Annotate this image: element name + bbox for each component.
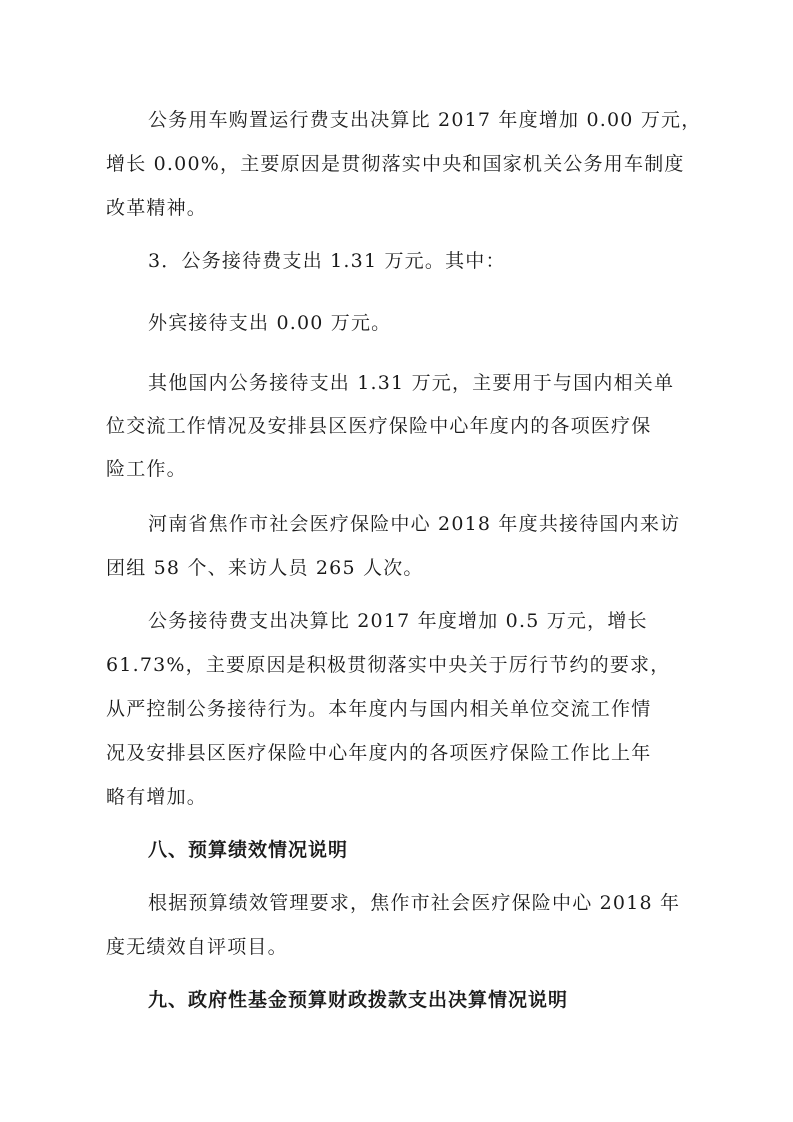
reception-compare-line-3: 从严控制公务接待行为。本年度内与国内相关单位交流工作情 [106,698,652,720]
reception-compare-line-5: 略有增加。 [106,786,208,808]
foreign-reception-line: 外宾接待支出 0.00 万元。 [148,312,392,334]
domestic-reception-line-3: 险工作。 [106,458,187,480]
reception-compare-line-1: 公务接待费支出决算比 2017 年度增加 0.5 万元，增长 [148,610,648,632]
domestic-reception-line-1: 其他国内公务接待支出 1.31 万元，主要用于与国内相关单 [148,372,675,394]
reception-compare-line-2: 61.73%，主要原因是积极贯彻落实中央关于厉行节约的要求， [106,654,671,676]
paragraph-vehicle-cost-line-1: 公务用车购置运行费支出决算比 2017 年度增加 0.00 万元， [148,109,702,131]
performance-line-1: 根据预算绩效管理要求，焦作市社会医疗保险中心 2018 年 [148,892,681,914]
reception-compare-line-4: 况及安排县区医疗保险中心年度内的各项医疗保险工作比上年 [106,742,652,764]
paragraph-vehicle-cost-line-3: 改革精神。 [106,197,208,219]
visits-line-2: 团组 58 个、来访人员 265 人次。 [106,557,424,579]
reception-cost-item: 3．公务接待费支出 1.31 万元。其中： [148,250,506,272]
section-heading-9: 九、政府性基金预算财政拨款支出决算情况说明 [148,989,569,1011]
paragraph-vehicle-cost-line-2: 增长 0.00%，主要原因是贯彻落实中央和国家机关公务用车制度 [106,153,685,175]
performance-line-2: 度无绩效自评项目。 [106,936,288,958]
section-heading-8: 八、预算绩效情况说明 [148,839,349,861]
visits-line-1: 河南省焦作市社会医疗保险中心 2018 年度共接待国内来访 [148,513,681,535]
domestic-reception-line-2: 位交流工作情况及安排县区医疗保险中心年度内的各项医疗保 [106,415,652,437]
